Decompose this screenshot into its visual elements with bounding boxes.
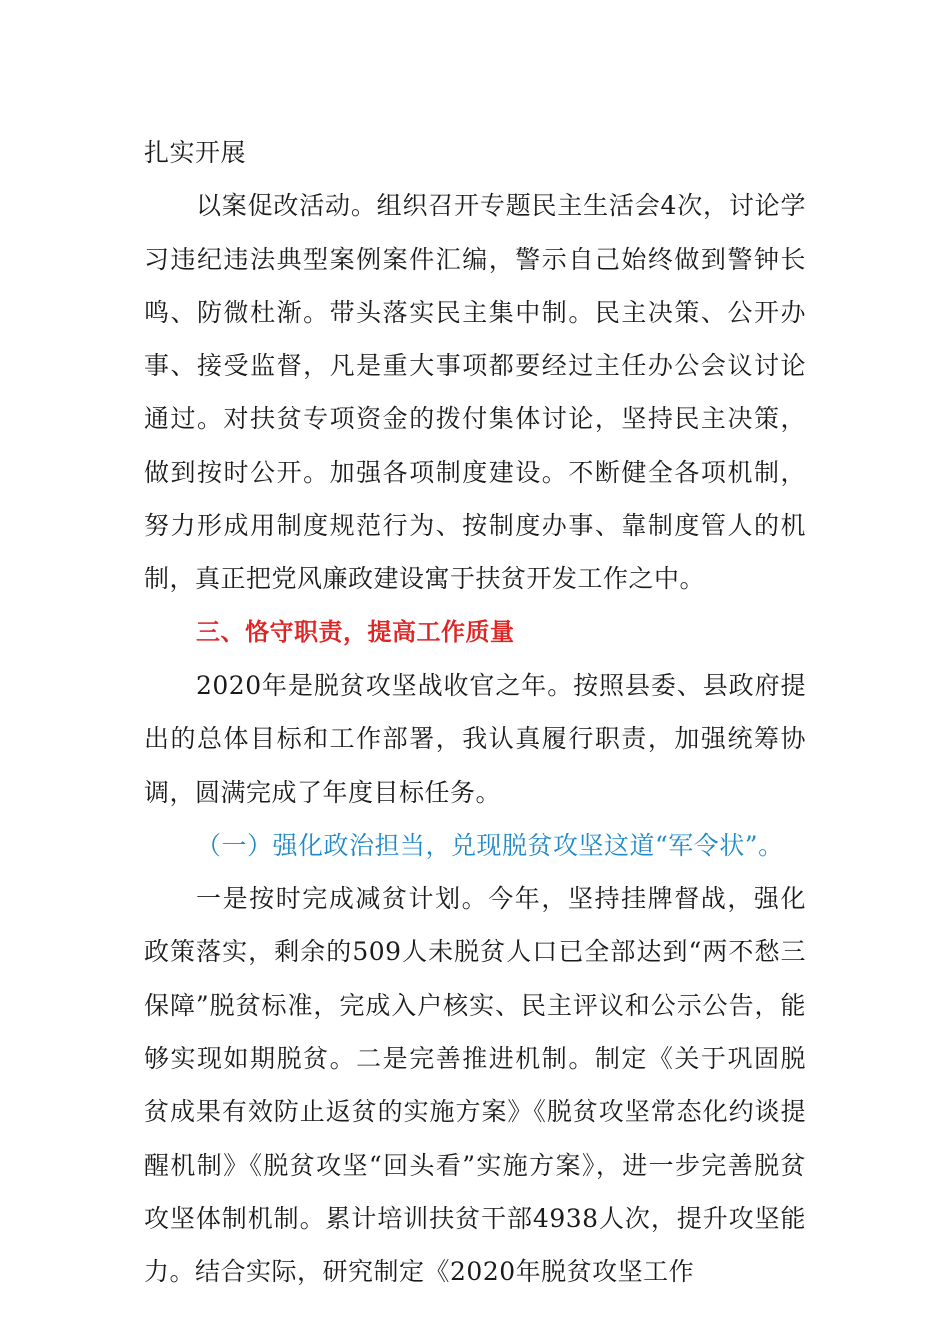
paragraph-year-overview: 2020年是脱贫攻坚战收官之年。按照县委、县政府提出的总体目标和工作部署，我认真履行职责，加强统筹协调，圆满完成了年度目标任务。: [144, 670, 806, 807]
section-heading-three: 三、恪守职责，提高工作质量: [196, 617, 515, 646]
paragraph-discipline: 以案促改活动。组织召开专题民主生活会4次，讨论学习违纪违法典型案例案件汇编，警示自己始终做到警钟长鸣、防微杜渐。带头落实民主集中制。民主决策、公开办事、接受监督，凡是重大事项都要经过主任办公会议讨论通过。对扶贫专项资金的拨付集体讨论，坚持民主决策，做到按时公开。加强各项制度建设。不断健全各项机制，努力形成用制度规范行为、按制度办事、靠制度管人的机制，真正把党风廉政建设寓于扶贫开发工作之中。: [144, 191, 806, 594]
paragraph-poverty-plan: 一是按时完成减贫计划。今年，坚持挂牌督战，强化政策落实，剩余的509人未脱贫人口已全部达到“两不愁三保障”脱贫标准，完成入户核实、民主评议和公示公告，能够实现如期脱贫。二是完善推进机制。制定《关于巩固脱贫成果有效防止返贫的实施方案》《脱贫攻坚常态化约谈提醒机制》《脱贫攻坚“回头看”实施方案》，进一步完善脱贫攻坚体制机制。累计培训扶贫干部4938人次，提升攻坚能力。结合实际，研究制定《2020年脱贫攻坚工作: [144, 884, 806, 1287]
subsection-heading-one: （一）强化政治担当，兑现脱贫攻坚这道“军令状”。: [196, 830, 784, 860]
document-body: [144, 126, 806, 1299]
paragraph-continuation: 扎实开展: [144, 138, 247, 167]
